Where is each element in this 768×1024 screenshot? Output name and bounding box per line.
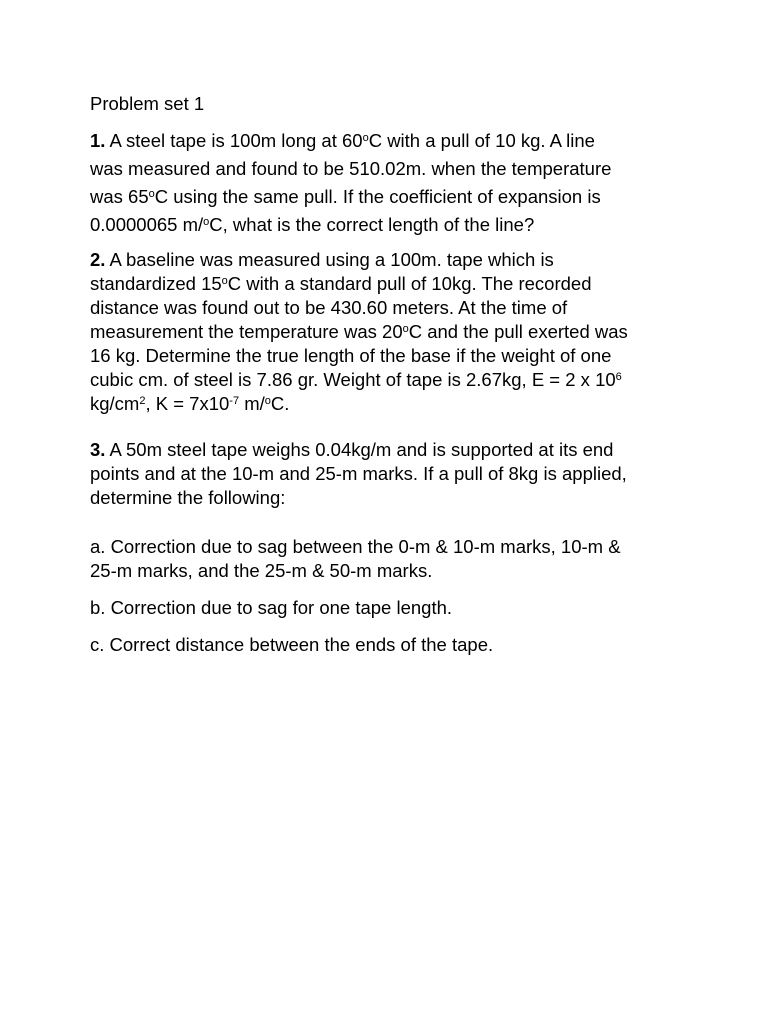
superscript: 2 <box>139 395 146 407</box>
subpart-b-text: b. Correction due to sag for one tape length. <box>90 597 453 618</box>
superscript: 6 <box>615 371 622 383</box>
problem-number: 2. <box>90 249 106 270</box>
subpart-c <box>90 633 690 657</box>
problem-1 <box>90 127 690 239</box>
subpart-a <box>90 535 690 583</box>
superscript: o <box>264 395 271 407</box>
superscript: o <box>148 188 155 200</box>
problem-2-text: A baseline was measured using a 100m. tape which is standardized 15$^o$C with a standard pull of 10kg. The recorded distance was found out to be 430.60 meters. At the time of measurement the temperature was 20$^o$C and the pull exerted was 16 kg. Determine the true length of the base if the weight of one cubic cm. of steel is 7.86 gr. Weight of tape is 2.67kg, E = 2 x $10^6$ $kg/cm^2$, $K = 7x10^{-7}$ m/$^o$C. <box>90 249 628 414</box>
superscript: o <box>362 132 369 144</box>
problem-3-text: A 50m steel tape weighs 0.04kg/m and is supported at its end points and at the 10-m and 25-m marks. If a pull of 8kg is applied, determine the following: <box>90 439 627 508</box>
problem-number: 1. <box>90 130 106 151</box>
superscript: -7 <box>229 395 240 407</box>
document-page <box>90 92 690 670</box>
problem-1-text: A steel tape is 100m long at 60$^o$C with a pull of 10 kg. A line was measured and found to be 510.02m. when the temperature was 65$^o$C using the same pull. If the coefficient of expansion is 0.0000065 m/$^o$C, what is the correct length of the line? <box>90 130 612 235</box>
subpart-a-text: a. Correction due to sag between the 0-m & 10-m marks, 10-m & 25-m marks, and the 25-m & 50-m marks. <box>90 536 621 581</box>
subpart-c-text: c. Correct distance between the ends of the tape. <box>90 634 494 655</box>
problem-number: 3. <box>90 439 106 460</box>
subpart-b <box>90 596 690 620</box>
superscript: o <box>203 216 210 228</box>
problem-3 <box>90 438 690 510</box>
problem-2 <box>90 248 690 416</box>
superscript: o <box>402 323 409 335</box>
superscript: o <box>221 275 228 287</box>
problem-set-title: Problem set 1 <box>90 93 205 114</box>
